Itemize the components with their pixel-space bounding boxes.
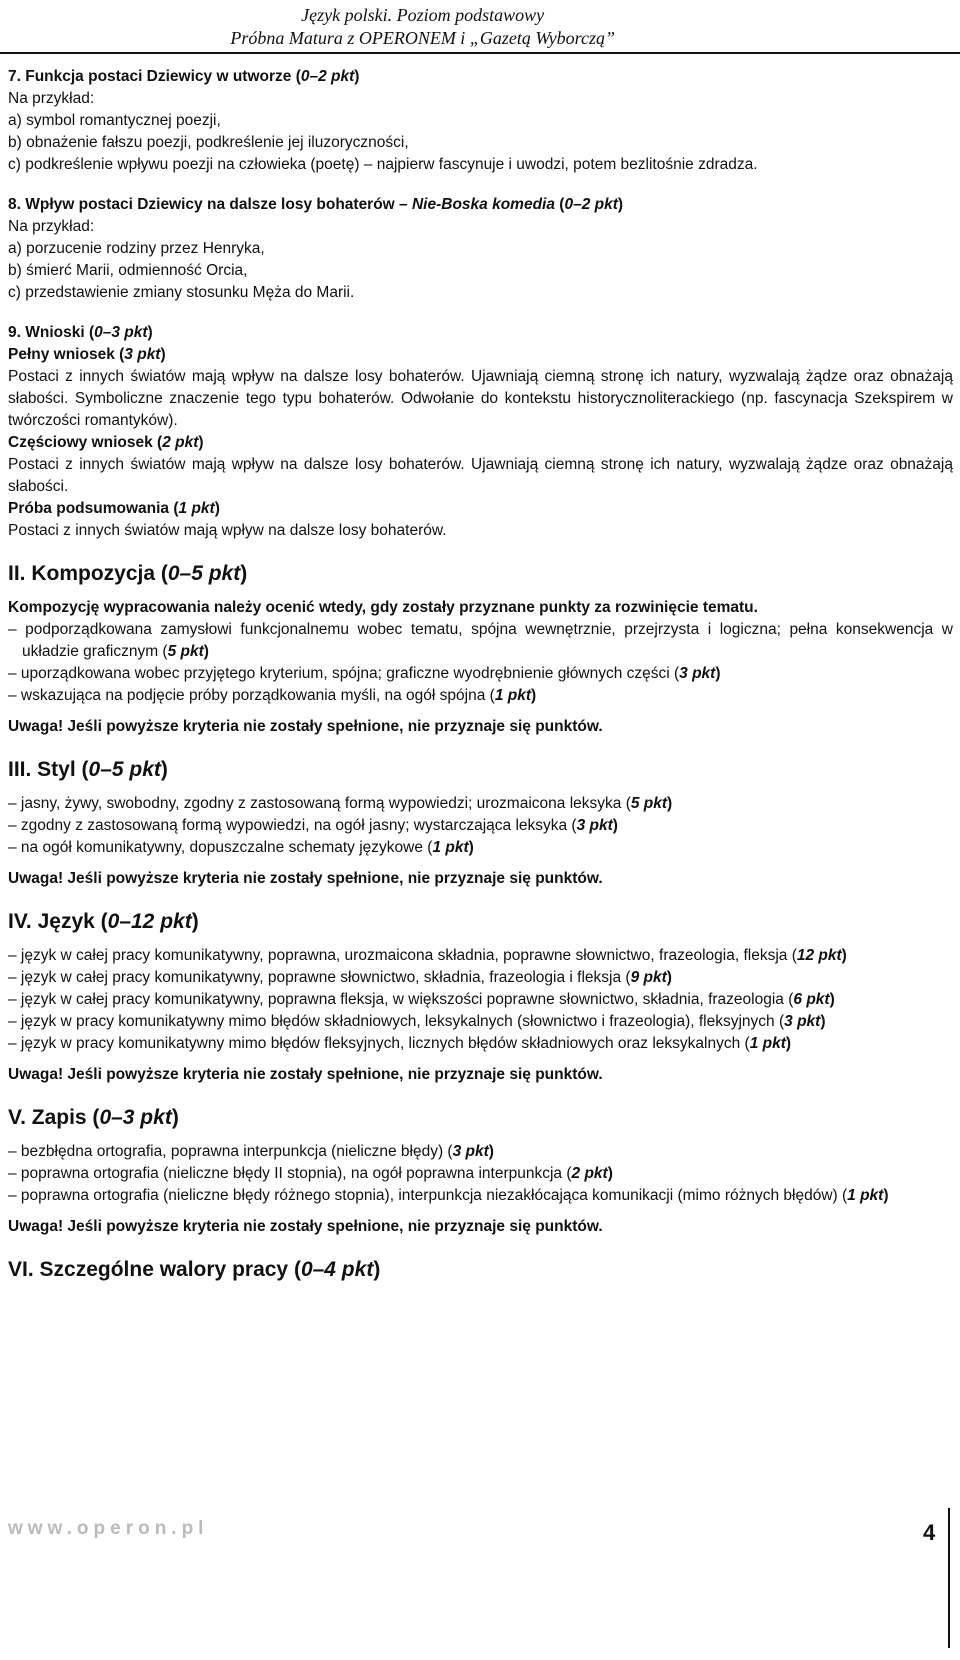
section-styl-title: III. Styl (0–5 pkt): [8, 758, 168, 781]
header-exam: Próbna Matura z OPERONEM i „Gazetą Wyborczą”: [230, 28, 615, 48]
q7-line: b) obnażenie fałszu poezji, podkreślenie jej iluzoryczności,: [8, 134, 409, 151]
criterion-item: – język w całej pracy komunikatywny, poprawne słownictwo, składnia, frazeologia i fleksja (9 pkt): [8, 969, 672, 986]
criterion-item: – podporządkowana zamysłowi funkcjonalnemu wobec tematu, spójna wewnętrznie, przejrzysta i logiczna; pełna konsekwencja w układzie graficznym (5 pkt): [8, 621, 953, 660]
q8-line: Na przykład:: [8, 218, 95, 235]
section-walory-title: VI. Szczególne walory pracy (0–4 pkt): [8, 1258, 381, 1281]
note-warning: Uwaga! Jeśli powyższe kryteria nie zostały spełnione, nie przyznaje się punktów.: [8, 870, 603, 887]
criterion-item: – poprawna ortografia (nieliczne błędy II stopnia), na ogół poprawna interpunkcja (2 pkt): [8, 1165, 613, 1182]
q9-full-label: Pełny wniosek (3 pkt): [8, 346, 166, 363]
section-jezyk-title: IV. Język (0–12 pkt): [8, 910, 199, 933]
q7-line: c) podkreślenie wpływu poezji na człowieka (poetę) – najpierw fascynuje i uwodzi, potem bezlitośnie zdradza.: [8, 156, 758, 173]
q7-points: 0–2 pkt: [300, 68, 355, 85]
criterion-item: – bezbłędna ortografia, poprawna interpunkcja (nieliczne błędy) (3 pkt): [8, 1143, 494, 1160]
q7-heading: 7. Funkcja postaci Dziewicy w utworze (0–2 pkt): [8, 68, 360, 85]
section-zapis-title: V. Zapis (0–3 pkt): [8, 1106, 179, 1129]
criterion-item: – język w całej pracy komunikatywny, poprawna, urozmaicona składnia, poprawne słownictwo, frazeologia, fleksja (12 pkt): [8, 947, 847, 964]
q9-points: 0–3 pkt: [94, 324, 148, 341]
answer-key: [8, 66, 953, 1284]
q7-line: Na przykład:: [8, 90, 95, 107]
criterion-item: – uporządkowana wobec przyjętego kryterium, spójna; graficzne wyodrębnienie głównych części (3 pkt): [8, 665, 721, 682]
criterion-item: – język w całej pracy komunikatywny, poprawna fleksja, w większości poprawne słownictwo, składnia, frazeologia (6 pkt): [8, 991, 835, 1008]
header-divider: [0, 52, 960, 54]
q8-points: 0–2 pkt: [564, 196, 618, 213]
criterion-item: – zgodny z zastosowaną formą wypowiedzi, na ogół jasny; wystarczająca leksyka (3 pkt): [8, 817, 618, 834]
note-warning: Uwaga! Jeśli powyższe kryteria nie zostały spełnione, nie przyznaje się punktów.: [8, 1066, 603, 1083]
q8-heading: 8. Wpływ postaci Dziewicy na dalsze losy bohaterów – Nie-Boska komedia (0–2 pkt): [8, 196, 624, 213]
q9-attempt-text: Postaci z innych światów mają wpływ na dalsze losy bohaterów.: [8, 522, 447, 539]
criterion-item: – jasny, żywy, swobodny, zgodny z zastosowaną formą wypowiedzi; urozmaicona leksyka (5 pkt): [8, 795, 673, 812]
page-header: [230, 4, 615, 50]
criterion-item: – na ogół komunikatywny, dopuszczalne schematy językowe (1 pkt): [8, 839, 474, 856]
q9-partial-label: Częściowy wniosek (2 pkt): [8, 434, 204, 451]
q9-attempt-label: Próba podsumowania (1 pkt): [8, 500, 220, 517]
criterion-item: – wskazująca na podjęcie próby porządkowania myśli, na ogół spójna (1 pkt): [8, 687, 537, 704]
q9-heading: 9. Wnioski (0–3 pkt): [8, 324, 153, 341]
criterion-item: – język w pracy komunikatywny mimo błędów składniowych, leksykalnych (słownictwo i frazeologia), fleksyjnych (3 pkt): [8, 1013, 826, 1030]
q8-line: b) śmierć Marii, odmienność Orcia,: [8, 262, 248, 279]
q9-partial-text: Postaci z innych światów mają wpływ na dalsze losy bohaterów. Ujawniają ciemną stronę ich natury, wyzwalają żądze oraz obnażają słabości.: [8, 456, 953, 495]
section-kompozycja-title: II. Kompozycja (0–5 pkt): [8, 562, 248, 585]
note-warning: Uwaga! Jeśli powyższe kryteria nie zostały spełnione, nie przyznaje się punktów.: [8, 718, 603, 735]
criterion-item: – poprawna ortografia (nieliczne błędy różnego stopnia), interpunkcja niezakłócająca komunikacji (mimo różnych błędów) (1 pkt): [8, 1187, 889, 1204]
q8-line: c) przedstawienie zmiany stosunku Męża do Marii.: [8, 284, 355, 301]
page-number: 4: [923, 1520, 936, 1545]
q8-work-title: Nie-Boska komedia: [411, 196, 555, 213]
q8-line: a) porzucenie rodziny przez Henryka,: [8, 240, 265, 257]
q9-full-text: Postaci z innych światów mają wpływ na dalsze losy bohaterów. Ujawniają ciemną stronę ich natury, wyzwalają żądze oraz obnażają słabości. Symboliczne znaczenie tego typu bohaterów. Odwołanie do kontekstu historycznoliterackiego (np. fascynacja Szekspirem w twórczości romantyków).: [8, 368, 953, 429]
note-warning: Uwaga! Jeśli powyższe kryteria nie zostały spełnione, nie przyznaje się punktów.: [8, 1218, 603, 1235]
q7-line: a) symbol romantycznej poezji,: [8, 112, 221, 129]
criterion-item: – język w pracy komunikatywny mimo błędów fleksyjnych, licznych błędów składniowych oraz leksykalnych (1 pkt): [8, 1035, 792, 1052]
header-subject: Język polski. Poziom podstawowy: [301, 5, 545, 25]
footer-divider: [948, 1508, 950, 1648]
footer-url: www.operon.pl: [8, 1518, 209, 1539]
kompozycja-intro: Kompozycję wypracowania należy ocenić wtedy, gdy zostały przyznane punkty za rozwinięcie tematu.: [8, 599, 758, 616]
